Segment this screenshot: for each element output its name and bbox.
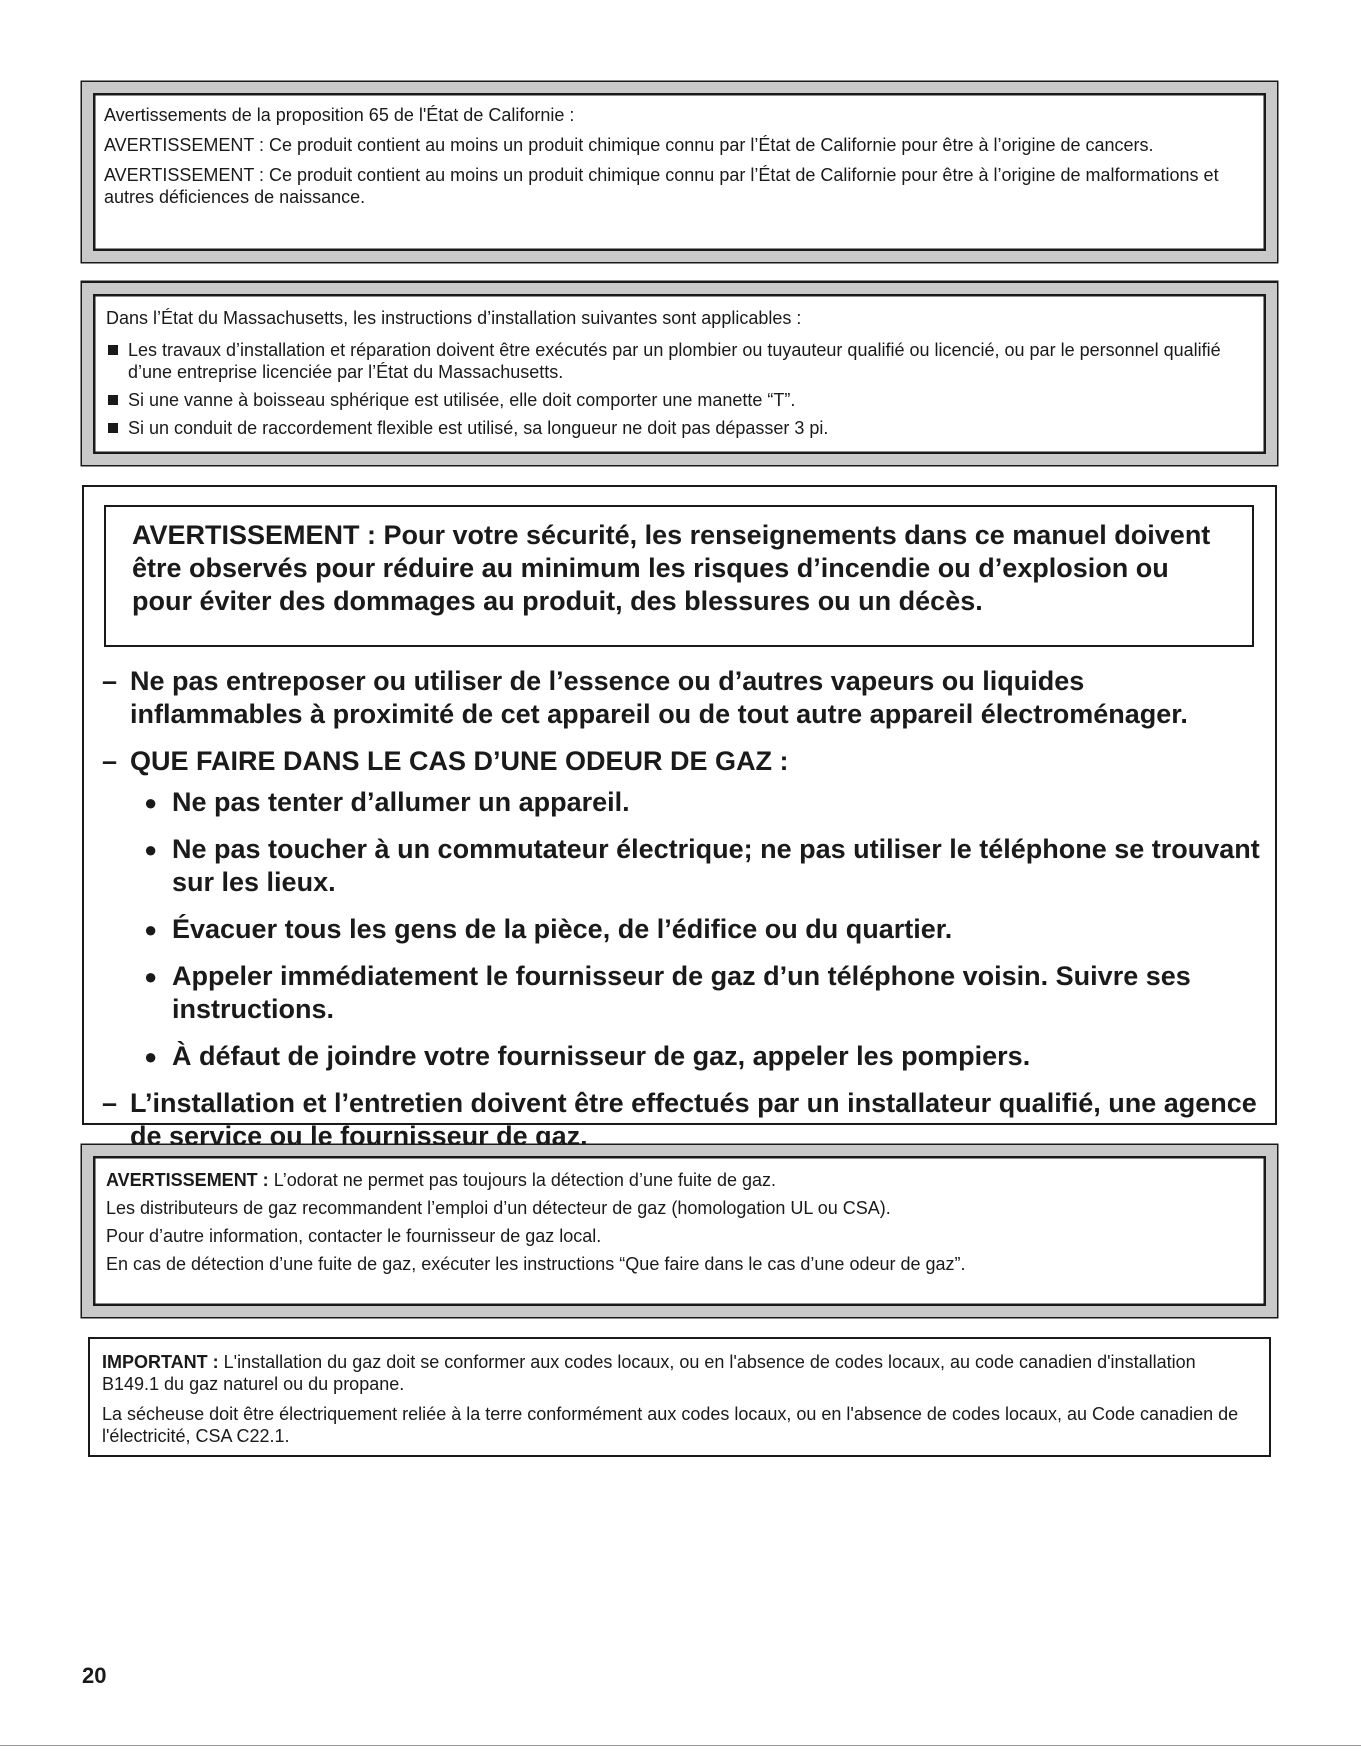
- square-bullet-icon: [108, 345, 118, 355]
- prop65-warning-cancer: AVERTISSEMENT : Ce produit contient au moins un produit chimique connu par l’État de Californie pour être à l’origine de cancers.: [104, 135, 1154, 155]
- list-item: ● Évacuer tous les gens de la pièce, de l’édifice ou du quartier.: [144, 914, 953, 944]
- page-number: 20: [82, 1663, 107, 1688]
- bullet-icon: ●: [144, 837, 158, 862]
- list-item: Si un conduit de raccordement flexible est utilisé, sa longueur ne doit pas dépasser 3 pi.: [106, 417, 1253, 439]
- bullet-icon: ●: [144, 917, 158, 942]
- prop65-title: Avertissements de la proposition 65 de l'État de Californie :: [104, 105, 575, 125]
- gas-leak-label: AVERTISSEMENT :: [106, 1170, 269, 1190]
- important-text-2: La sécheuse doit être électriquement reliée à la terre conformément aux codes locaux, ou en l'absence de codes locaux, au Code canadien de l'électricité, CSA C22.1.: [102, 1404, 1239, 1446]
- prop65-warning-birth: AVERTISSEMENT : Ce produit contient au moins un produit chimique connu par l’État de Californie pour être à l’origine de malformations et autres déficiences de naissance.: [104, 165, 1219, 207]
- list-item: – QUE FAIRE DANS LE CAS D’UNE ODEUR DE GAZ :: [102, 746, 789, 776]
- bullet-icon: ●: [144, 790, 158, 815]
- gas-leak-line-4: En cas de détection d’une fuite de gaz, exécuter les instructions “Que faire dans le cas d’une odeur de gaz”.: [106, 1254, 966, 1274]
- important-text-1: L'installation du gaz doit se conformer aux codes locaux, ou en l'absence de codes locaux, au code canadien d'installation B149.1 du gaz naturel ou du propane.: [102, 1352, 1196, 1394]
- list-item: Si une vanne à boisseau sphérique est utilisée, elle doit comporter une manette “T”.: [106, 389, 1253, 411]
- gas-leak-notice: [82, 1145, 1277, 1317]
- massachusetts-intro: Dans l’État du Massachusetts, les instructions d’installation suivantes sont applicables :: [106, 308, 802, 328]
- important-notice: [88, 1337, 1271, 1457]
- gas-leak-line-3: Pour d’autre information, contacter le fournisseur de gaz local.: [106, 1226, 602, 1246]
- gas-leak-line-1: L’odorat ne permet pas toujours la détection d’une fuite de gaz.: [273, 1170, 777, 1190]
- square-bullet-icon: [108, 423, 118, 433]
- list-item: ● Ne pas toucher à un commutateur électrique; ne pas utiliser le téléphone se trouvant sur les lieux.: [144, 834, 1260, 897]
- massachusetts-instructions: [82, 283, 1277, 465]
- bullet-icon: ●: [144, 1044, 158, 1069]
- list-item: Les travaux d’installation et réparation doivent être exécutés par un plombier ou tuyauteur qualifié ou licencié, ou par le personnel qualifié d’une entreprise licenciée par l’État du Massachusetts.: [106, 339, 1253, 383]
- list-item: – L’installation et l’entretien doivent être effectués par un installateur qualifié, une agence de service ou le fournisseur de gaz.: [102, 1088, 1257, 1151]
- list-item: ● À défaut de joindre votre fournisseur de gaz, appeler les pompiers.: [144, 1041, 1031, 1071]
- bullet-icon: ●: [144, 964, 158, 989]
- bottom-rule: [0, 1745, 1361, 1746]
- massachusetts-list: [106, 339, 1253, 439]
- safety-warning: [82, 485, 1277, 1151]
- important-label: IMPORTANT :: [102, 1352, 219, 1372]
- safety-warning-heading: AVERTISSEMENT : Pour votre sécurité, les renseignements dans ce manuel doivent être observés pour réduire au minimum les risques d’incendie ou d’explosion ou pour éviter des dommages au produit, des blessures ou un décès.: [104, 505, 1254, 647]
- prop65-notice: [82, 82, 1277, 262]
- list-item: – Ne pas entreposer ou utiliser de l’essence ou d’autres vapeurs ou liquides inflammables à proximité de cet appareil ou de tout autre appareil électroménager.: [102, 666, 1188, 729]
- list-item: ● Appeler immédiatement le fournisseur de gaz d’un téléphone voisin. Suivre ses instructions.: [144, 961, 1191, 1024]
- gas-leak-line-2: Les distributeurs de gaz recommandent l’emploi d’un détecteur de gaz (homologation UL ou CSA).: [106, 1198, 891, 1218]
- list-item: ● Ne pas tenter d’allumer un appareil.: [144, 787, 630, 817]
- safety-instructions: [102, 665, 1262, 1167]
- square-bullet-icon: [108, 395, 118, 405]
